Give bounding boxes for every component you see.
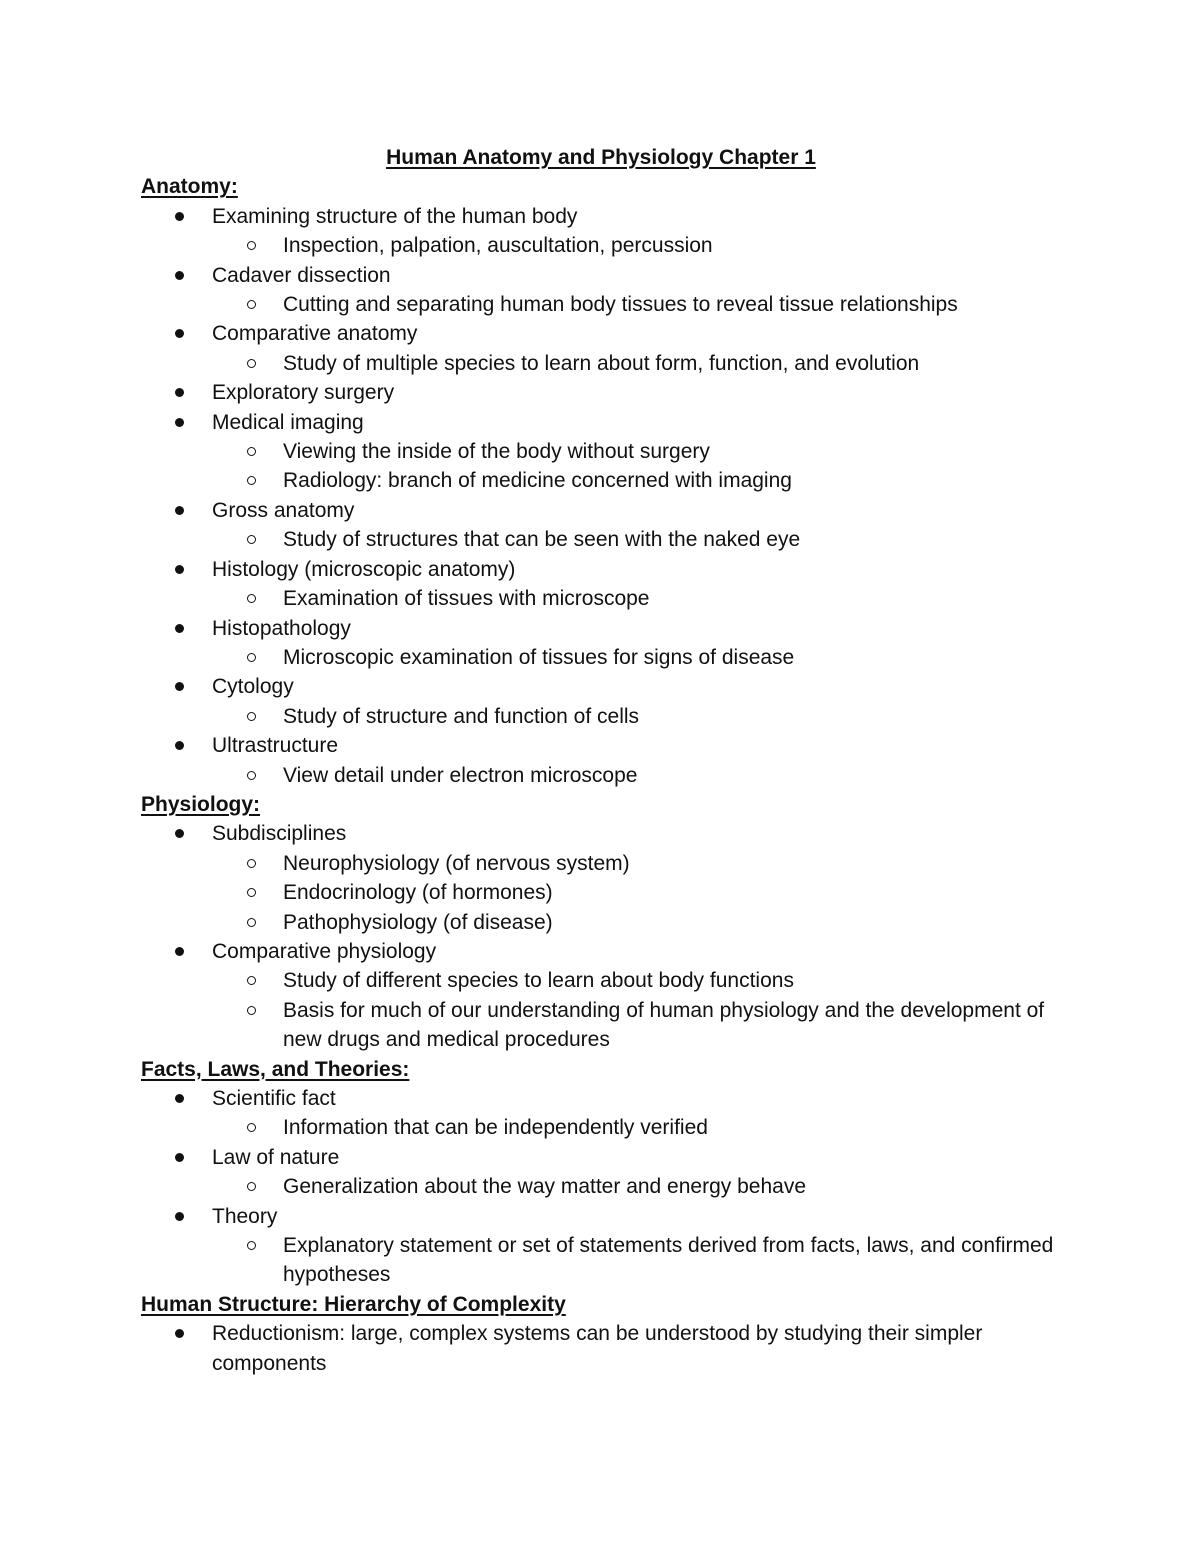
list-item <box>141 937 1061 1055</box>
hollow-circle-bullet-icon <box>247 976 256 985</box>
list-item <box>141 496 1061 555</box>
sub-list-item-text: Inspection, palpation, auscultation, percussion <box>283 234 713 258</box>
sub-list <box>212 1172 1061 1201</box>
sub-list-item-text: Study of multiple species to learn about form, function, and evolution <box>283 351 920 375</box>
list-item <box>141 202 1061 261</box>
hollow-circle-bullet-icon <box>247 359 256 368</box>
hollow-circle-bullet-icon <box>247 447 256 456</box>
sub-list-item <box>212 908 1061 937</box>
bullet-dot-icon <box>175 1094 184 1103</box>
sub-list-item <box>212 1231 1061 1290</box>
list-item-text: Examining structure of the human body <box>212 204 578 228</box>
list-item <box>141 1143 1061 1202</box>
bullet-dot-icon <box>175 388 184 397</box>
list-item <box>141 555 1061 614</box>
sub-list <box>212 761 1061 790</box>
list-item-text: Cadaver dissection <box>212 263 391 287</box>
sub-list-item-text: Examination of tissues with microscope <box>283 587 650 611</box>
list-item <box>141 614 1061 673</box>
hollow-circle-bullet-icon <box>247 712 256 721</box>
list-item-text: Scientific fact <box>212 1087 336 1110</box>
sub-list-item <box>212 878 1061 907</box>
sub-list <box>212 1113 1061 1142</box>
sub-list-item <box>212 1172 1061 1201</box>
list-item <box>141 378 1061 407</box>
sub-list-item <box>212 849 1061 878</box>
bullet-dot-icon <box>175 1329 184 1338</box>
list-item-text: Subdisciplines <box>212 822 347 846</box>
sub-list <box>212 525 1061 554</box>
sub-list-item <box>212 1113 1061 1142</box>
sub-list-item <box>212 290 1061 319</box>
list-item-text: Law of nature <box>212 1145 340 1169</box>
list-item <box>141 261 1061 320</box>
bullet-dot-icon <box>175 271 184 280</box>
bullet-dot-icon <box>175 829 184 838</box>
hollow-circle-bullet-icon <box>247 1182 256 1191</box>
list-item-text: Reductionism: large, complex systems can be understood by studying their simpler components <box>212 1322 983 1375</box>
sub-list-item <box>212 702 1061 731</box>
sub-list-item-text: Study of structure and function of cells <box>283 704 640 728</box>
sub-list-item <box>212 525 1061 554</box>
sub-list-item-text: Endocrinology (of hormones) <box>283 881 553 905</box>
sub-list <box>212 966 1061 1054</box>
sub-list-item <box>212 966 1061 995</box>
sub-list-item-text: Explanatory statement or set of statements derived from facts, laws, and confirmed hypotheses <box>283 1234 1054 1287</box>
bullet-dot-icon <box>175 624 184 633</box>
list-item-text: Comparative physiology <box>212 939 437 963</box>
sub-list-item-text: Generalization about the way matter and energy behave <box>283 1175 807 1199</box>
bullet-dot-icon <box>175 682 184 691</box>
sub-list <box>212 643 1061 672</box>
sections-container <box>141 172 1061 1378</box>
bullet-list <box>141 1084 1061 1290</box>
hollow-circle-bullet-icon <box>247 918 256 927</box>
list-item <box>141 1319 1061 1378</box>
sub-list <box>212 231 1061 260</box>
list-item <box>141 408 1061 496</box>
bullet-dot-icon <box>175 947 184 956</box>
hollow-circle-bullet-icon <box>247 653 256 662</box>
section-heading: Facts, Laws, and Theories: <box>141 1057 410 1081</box>
bullet-dot-icon <box>175 1212 184 1221</box>
list-item-text: Comparative anatomy <box>212 322 418 346</box>
sub-list-item-text: Pathophysiology (of disease) <box>283 910 553 934</box>
list-item <box>141 1084 1061 1143</box>
sub-list <box>212 290 1061 319</box>
sub-list-item <box>212 349 1061 378</box>
hollow-circle-bullet-icon <box>247 1123 256 1132</box>
list-item-text: Exploratory surgery <box>212 381 395 405</box>
sub-list-item-text: Viewing the inside of the body without surgery <box>283 440 710 464</box>
sub-list-item-text: Information that can be independently verified <box>283 1116 708 1140</box>
hollow-circle-bullet-icon <box>247 771 256 780</box>
list-item <box>141 819 1061 937</box>
bullet-list <box>141 1319 1061 1378</box>
list-item-text: Gross anatomy <box>212 498 355 522</box>
hollow-circle-bullet-icon <box>247 859 256 868</box>
bullet-dot-icon <box>175 506 184 515</box>
section-heading: Human Structure: Hierarchy of Complexity <box>141 1292 566 1316</box>
sub-list <box>212 849 1061 937</box>
hollow-circle-bullet-icon <box>247 1006 256 1015</box>
hollow-circle-bullet-icon <box>247 594 256 603</box>
bullet-dot-icon <box>175 418 184 427</box>
hollow-circle-bullet-icon <box>247 535 256 544</box>
hollow-circle-bullet-icon <box>247 241 256 250</box>
bullet-list <box>141 202 1061 790</box>
sub-list-item <box>212 996 1061 1055</box>
bullet-dot-icon <box>175 329 184 338</box>
bullet-dot-icon <box>175 212 184 221</box>
bullet-dot-icon <box>175 741 184 750</box>
sub-list-item <box>212 231 1061 260</box>
list-item-text: Histology (microscopic anatomy) <box>212 557 516 581</box>
sub-list-item <box>212 584 1061 613</box>
sub-list-item-text: View detail under electron microscope <box>283 763 638 787</box>
sub-list-item-text: Basis for much of our understanding of human physiology and the development of new drugs and medical procedures <box>283 998 1045 1052</box>
sub-list <box>212 1231 1061 1290</box>
hollow-circle-bullet-icon <box>247 1241 256 1250</box>
sub-list-item-text: Neurophysiology (of nervous system) <box>283 851 630 875</box>
bullet-list <box>141 819 1061 1054</box>
sub-list <box>212 584 1061 613</box>
list-item-text: Cytology <box>212 675 294 699</box>
list-item <box>141 672 1061 731</box>
sub-list <box>212 702 1061 731</box>
sub-list-item <box>212 643 1061 672</box>
bullet-dot-icon <box>175 1153 184 1162</box>
document-title: Human Anatomy and Physiology Chapter 1 <box>386 146 816 169</box>
hollow-circle-bullet-icon <box>247 300 256 309</box>
sub-list-item <box>212 761 1061 790</box>
document-body <box>141 143 1061 1378</box>
sub-list-item <box>212 437 1061 466</box>
list-item <box>141 731 1061 790</box>
list-item-text: Medical imaging <box>212 410 364 434</box>
sub-list <box>212 437 1061 496</box>
list-item <box>141 319 1061 378</box>
hollow-circle-bullet-icon <box>247 476 256 485</box>
sub-list-item-text: Study of different species to learn about body functions <box>283 969 794 993</box>
sub-list-item-text: Radiology: branch of medicine concerned with imaging <box>283 469 792 493</box>
list-item-text: Theory <box>212 1204 278 1228</box>
sub-list-item-text: Microscopic examination of tissues for signs of disease <box>283 645 795 669</box>
hollow-circle-bullet-icon <box>247 888 256 897</box>
section-heading: Anatomy: <box>141 175 238 199</box>
bullet-dot-icon <box>175 565 184 574</box>
sub-list-item <box>212 466 1061 495</box>
sub-list-item-text: Cutting and separating human body tissues to reveal tissue relationships <box>283 293 958 317</box>
section-heading: Physiology: <box>141 792 261 816</box>
sub-list <box>212 349 1061 378</box>
sub-list-item-text: Study of structures that can be seen with the naked eye <box>283 528 801 552</box>
list-item-text: Ultrastructure <box>212 734 339 758</box>
list-item <box>141 1202 1061 1290</box>
list-item-text: Histopathology <box>212 616 351 640</box>
